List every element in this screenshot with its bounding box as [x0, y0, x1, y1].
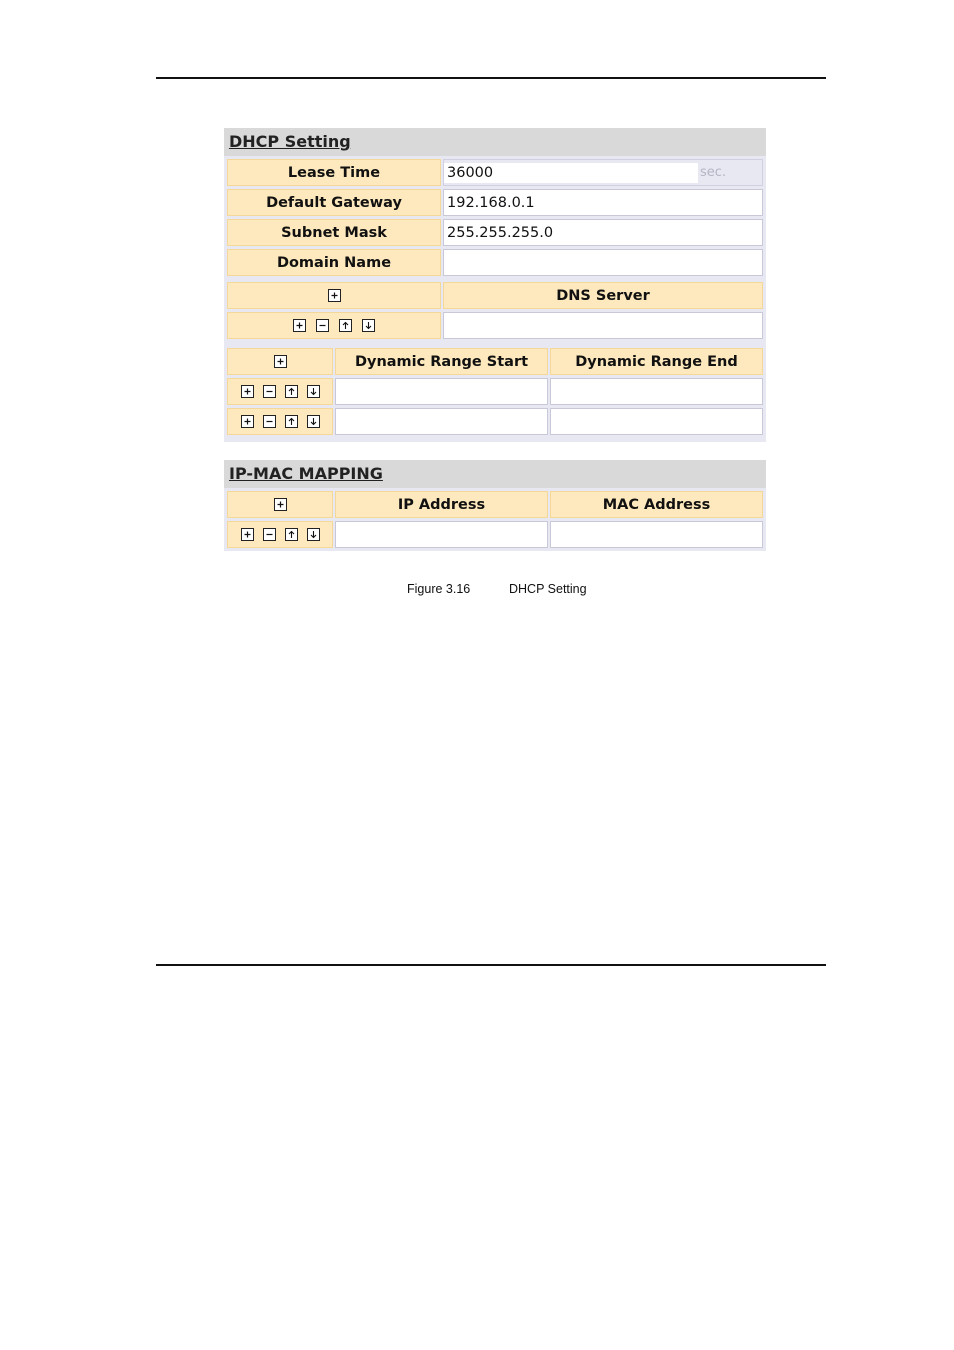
move-up-icon[interactable]	[285, 385, 298, 398]
subnet-mask-label: Subnet Mask	[227, 219, 441, 246]
domain-name-input[interactable]	[443, 249, 763, 276]
ipmac-title[interactable]: IP-MAC MAPPING	[229, 464, 383, 483]
figure-caption: DHCP Setting	[509, 582, 587, 596]
lease-time-unit: sec.	[700, 165, 727, 180]
figure-number: Figure 3.16	[407, 582, 471, 596]
ip-mac-mapping-panel	[224, 460, 766, 551]
ip-address-header: IP Address	[335, 491, 548, 518]
add-icon[interactable]	[293, 319, 306, 332]
mac-address-input[interactable]	[550, 521, 763, 548]
range-end-input[interactable]	[550, 378, 763, 405]
add-icon[interactable]	[241, 415, 254, 428]
ipmac-title-bar	[224, 460, 766, 488]
footer-rule	[156, 964, 826, 966]
default-gateway-label: Default Gateway	[227, 189, 441, 216]
range-start-input[interactable]	[335, 378, 548, 405]
move-down-icon[interactable]	[307, 415, 320, 428]
range-row-controls	[227, 408, 333, 435]
dynamic-range-end-header: Dynamic Range End	[550, 348, 763, 375]
add-icon[interactable]	[241, 528, 254, 541]
lease-time-input[interactable]: 36000	[444, 163, 698, 183]
dns-server-input[interactable]	[443, 312, 763, 339]
dynamic-range-start-header: Dynamic Range Start	[335, 348, 548, 375]
remove-icon[interactable]	[263, 528, 276, 541]
dhcp-title-bar	[224, 128, 766, 156]
move-up-icon[interactable]	[285, 415, 298, 428]
range-row-controls	[227, 378, 333, 405]
lease-time-row	[443, 159, 763, 186]
move-down-icon[interactable]	[307, 385, 320, 398]
remove-icon[interactable]	[263, 385, 276, 398]
range-end-input[interactable]	[550, 408, 763, 435]
move-up-icon[interactable]	[285, 528, 298, 541]
range-start-input[interactable]	[335, 408, 548, 435]
move-up-icon[interactable]	[339, 319, 352, 332]
dhcp-title[interactable]: DHCP Setting	[229, 132, 351, 151]
remove-icon[interactable]	[263, 415, 276, 428]
lease-time-label: Lease Time	[227, 159, 441, 186]
dns-server-header: DNS Server	[443, 282, 763, 309]
dns-row-controls	[227, 312, 441, 339]
move-down-icon[interactable]	[307, 528, 320, 541]
ipmac-row-controls	[227, 521, 333, 548]
range-add-cell	[227, 348, 333, 375]
add-icon[interactable]	[274, 498, 287, 511]
header-rule	[156, 77, 826, 79]
add-icon[interactable]	[328, 289, 341, 302]
move-down-icon[interactable]	[362, 319, 375, 332]
remove-icon[interactable]	[316, 319, 329, 332]
add-icon[interactable]	[274, 355, 287, 368]
default-gateway-input[interactable]: 192.168.0.1	[443, 189, 763, 216]
ipmac-add-cell	[227, 491, 333, 518]
dhcp-setting-panel	[224, 128, 766, 442]
ip-address-input[interactable]	[335, 521, 548, 548]
subnet-mask-input[interactable]: 255.255.255.0	[443, 219, 763, 246]
dns-add-cell	[227, 282, 441, 309]
add-icon[interactable]	[241, 385, 254, 398]
mac-address-header: MAC Address	[550, 491, 763, 518]
domain-name-label: Domain Name	[227, 249, 441, 276]
